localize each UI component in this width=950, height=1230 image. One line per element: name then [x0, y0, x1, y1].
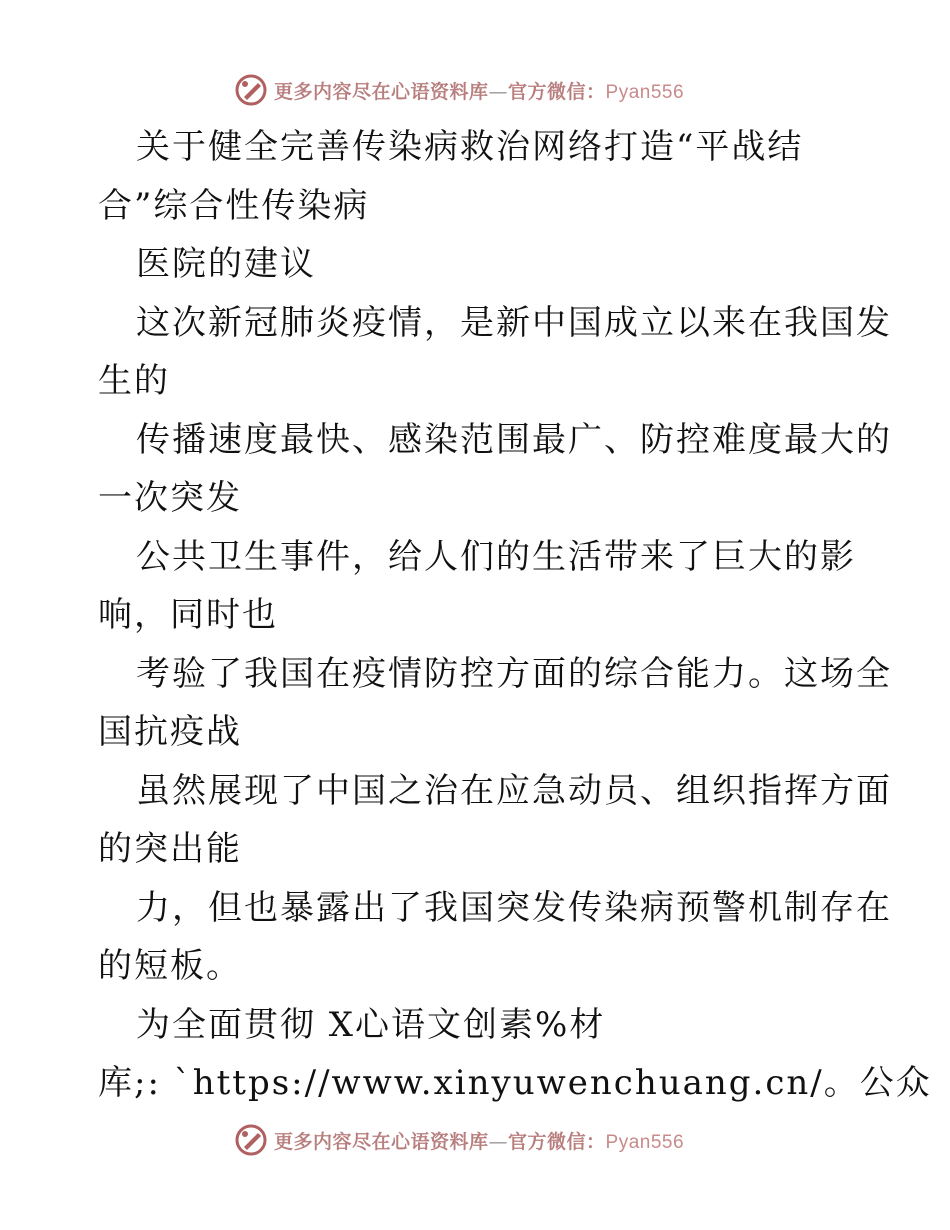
text-line: 力，但也暴露出了我国突发传染病预警机制存在 [136, 887, 892, 928]
watermark-site: 更多内容尽在心语资料库 [274, 80, 489, 103]
watermark-text [274, 1127, 684, 1154]
text-line: 医院的建议 [136, 244, 316, 284]
text-line: 响，同时也 [98, 595, 278, 635]
text-line: 合”综合性传染病 [98, 185, 370, 226]
text-line: 虽然展现了中国之治在应急动员、组织指挥方面 [136, 770, 892, 811]
text-line: 生的 [98, 361, 170, 401]
text-line: 的突出能 [98, 829, 242, 869]
text-line: 这次新冠肺炎疫情，是新中国成立以来在我国发 [136, 302, 892, 343]
text-line: 关于健全完善传染病救治网络打造“平战结 [136, 127, 804, 167]
pen-logo-icon [234, 73, 268, 107]
watermark-wechat-label: 官方微信： [508, 80, 606, 103]
watermark-dash: — [488, 1130, 509, 1153]
watermark-handle: Pyan556 [605, 81, 685, 103]
text-line: 公共卫生事件，给人们的生活带来了巨大的影 [136, 536, 856, 577]
text-line: 的短板。 [98, 946, 242, 986]
watermark-banner-bottom [234, 1120, 684, 1160]
pen-logo-icon [234, 1123, 268, 1157]
watermark-text [274, 77, 684, 104]
text-line: 库;: `https://www.xinyuwenchuang.cn/。公众 [98, 1063, 932, 1103]
watermark-wechat-label: 官方微信： [508, 1130, 606, 1153]
watermark-site: 更多内容尽在心语资料库 [274, 1130, 489, 1153]
text-line: 考验了我国在疫情防控方面的综合能力。这场全 [136, 653, 892, 694]
watermark-dash: — [488, 80, 509, 103]
text-line: 一次突发 [98, 478, 242, 518]
watermark-banner-top [234, 70, 684, 110]
text-line: 传播速度最快、感染范围最广、防控难度最大的 [136, 419, 892, 460]
watermark-handle: Pyan556 [605, 1131, 685, 1153]
document-body [98, 118, 932, 1113]
text-line: 为全面贯彻 X心语文创素%材 [136, 1004, 606, 1045]
text-line: 国抗疫战 [98, 712, 242, 752]
